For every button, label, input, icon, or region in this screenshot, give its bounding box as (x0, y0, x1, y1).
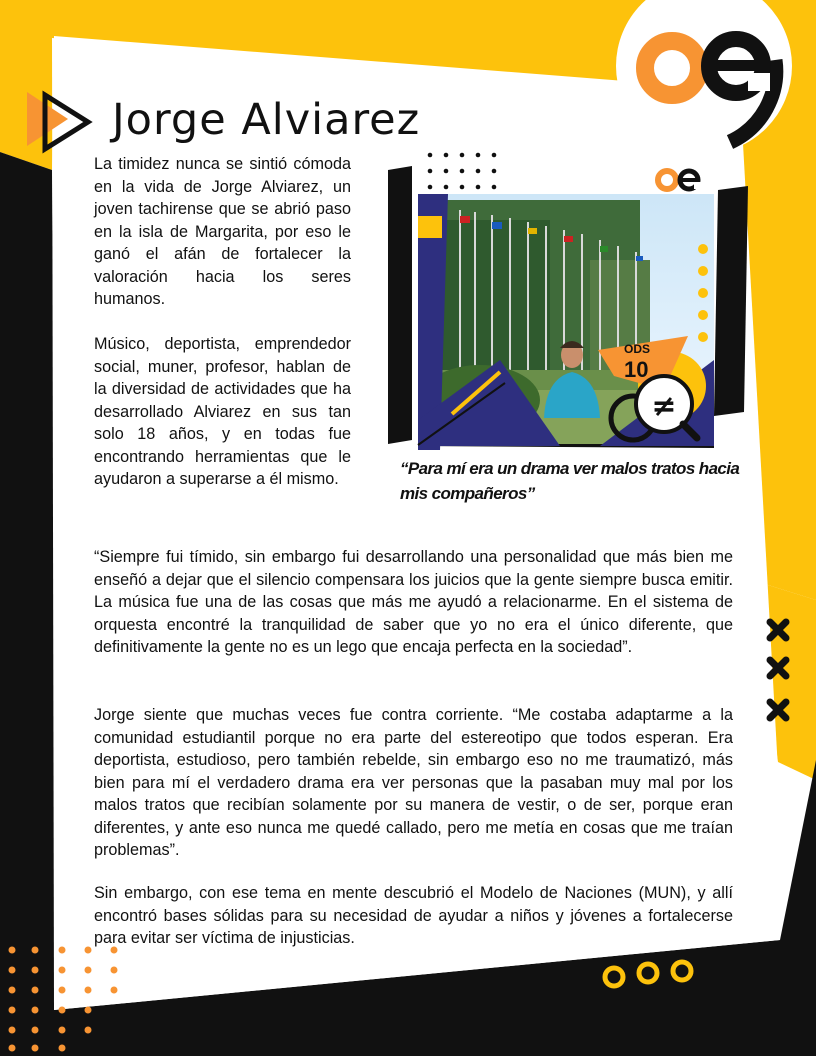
ods-label: ODS (624, 342, 651, 356)
paragraph-mun: Sin embargo, con ese tema en mente descubrió el Modelo de Naciones (MUN), y allí encontró bases sólidas para su necesidad de ayudar a niños y jóvenes a fortalecerse para evitar ser víctima de injusticias. (94, 884, 733, 947)
inequality-symbol: ≠ (651, 389, 677, 424)
paragraph-intro: La timidez nunca se sintió cómoda en la vida de Jorge Alviarez, un joven tachirense que se abrió paso en la isla de Margarita, por eso le ganó el afán de fortalecer la valoración hacia los seres humanos. (94, 155, 351, 308)
yellow-square-accent (418, 216, 442, 238)
pull-quote: “Para mí era un drama ver malos tratos hacia mis compañeros” (400, 459, 740, 503)
page-title: Jorge Alviarez (112, 95, 421, 145)
paragraph-activities: Músico, deportista, emprendedor social, muner, profesor, hablan de la diversidad de actividades que ha desarrollado Alviarez en sus tan solo 18 años, y en todas fue encontrando herramientas que le ayudaron a superarse a él mismo. (94, 335, 351, 488)
paragraph-against-current: Jorge siente que muchas veces fue contra corriente. “Me costaba adaptarme a la comunidad estudiantil porque no era parte del estereotipo que todos esperan. Era deportista, estudioso, pero también rebelde, sin embargo eso no me traumatizó, más bien para mí el verdadero drama era ver personas que la pasaban muy mal por los malos tratos que recibían solamente por su manera de vestir, o de ser, porque eran diferentes, y ante eso nunca me quedé callado, pero me metía en cosas que me traían problemas”. (94, 706, 733, 859)
paragraph-shyness-quote: “Siempre fui tímido, sin embargo fui desarrollando una personalidad que más bien me enseñó a dejar que el silencio compensara los juicios que la gente siempre busca emitir. La música fue una de las cosas que más me ayudó a relacionarme. En el sistema de orquesta encontré la tranquilidad de saber que yo no era el único diferente, que definitivamente la gente no es un lego que encaja perfecta en la sociedad”. (94, 548, 733, 656)
ods-number: 10 (624, 357, 649, 382)
black-left-wedge (0, 152, 54, 1056)
